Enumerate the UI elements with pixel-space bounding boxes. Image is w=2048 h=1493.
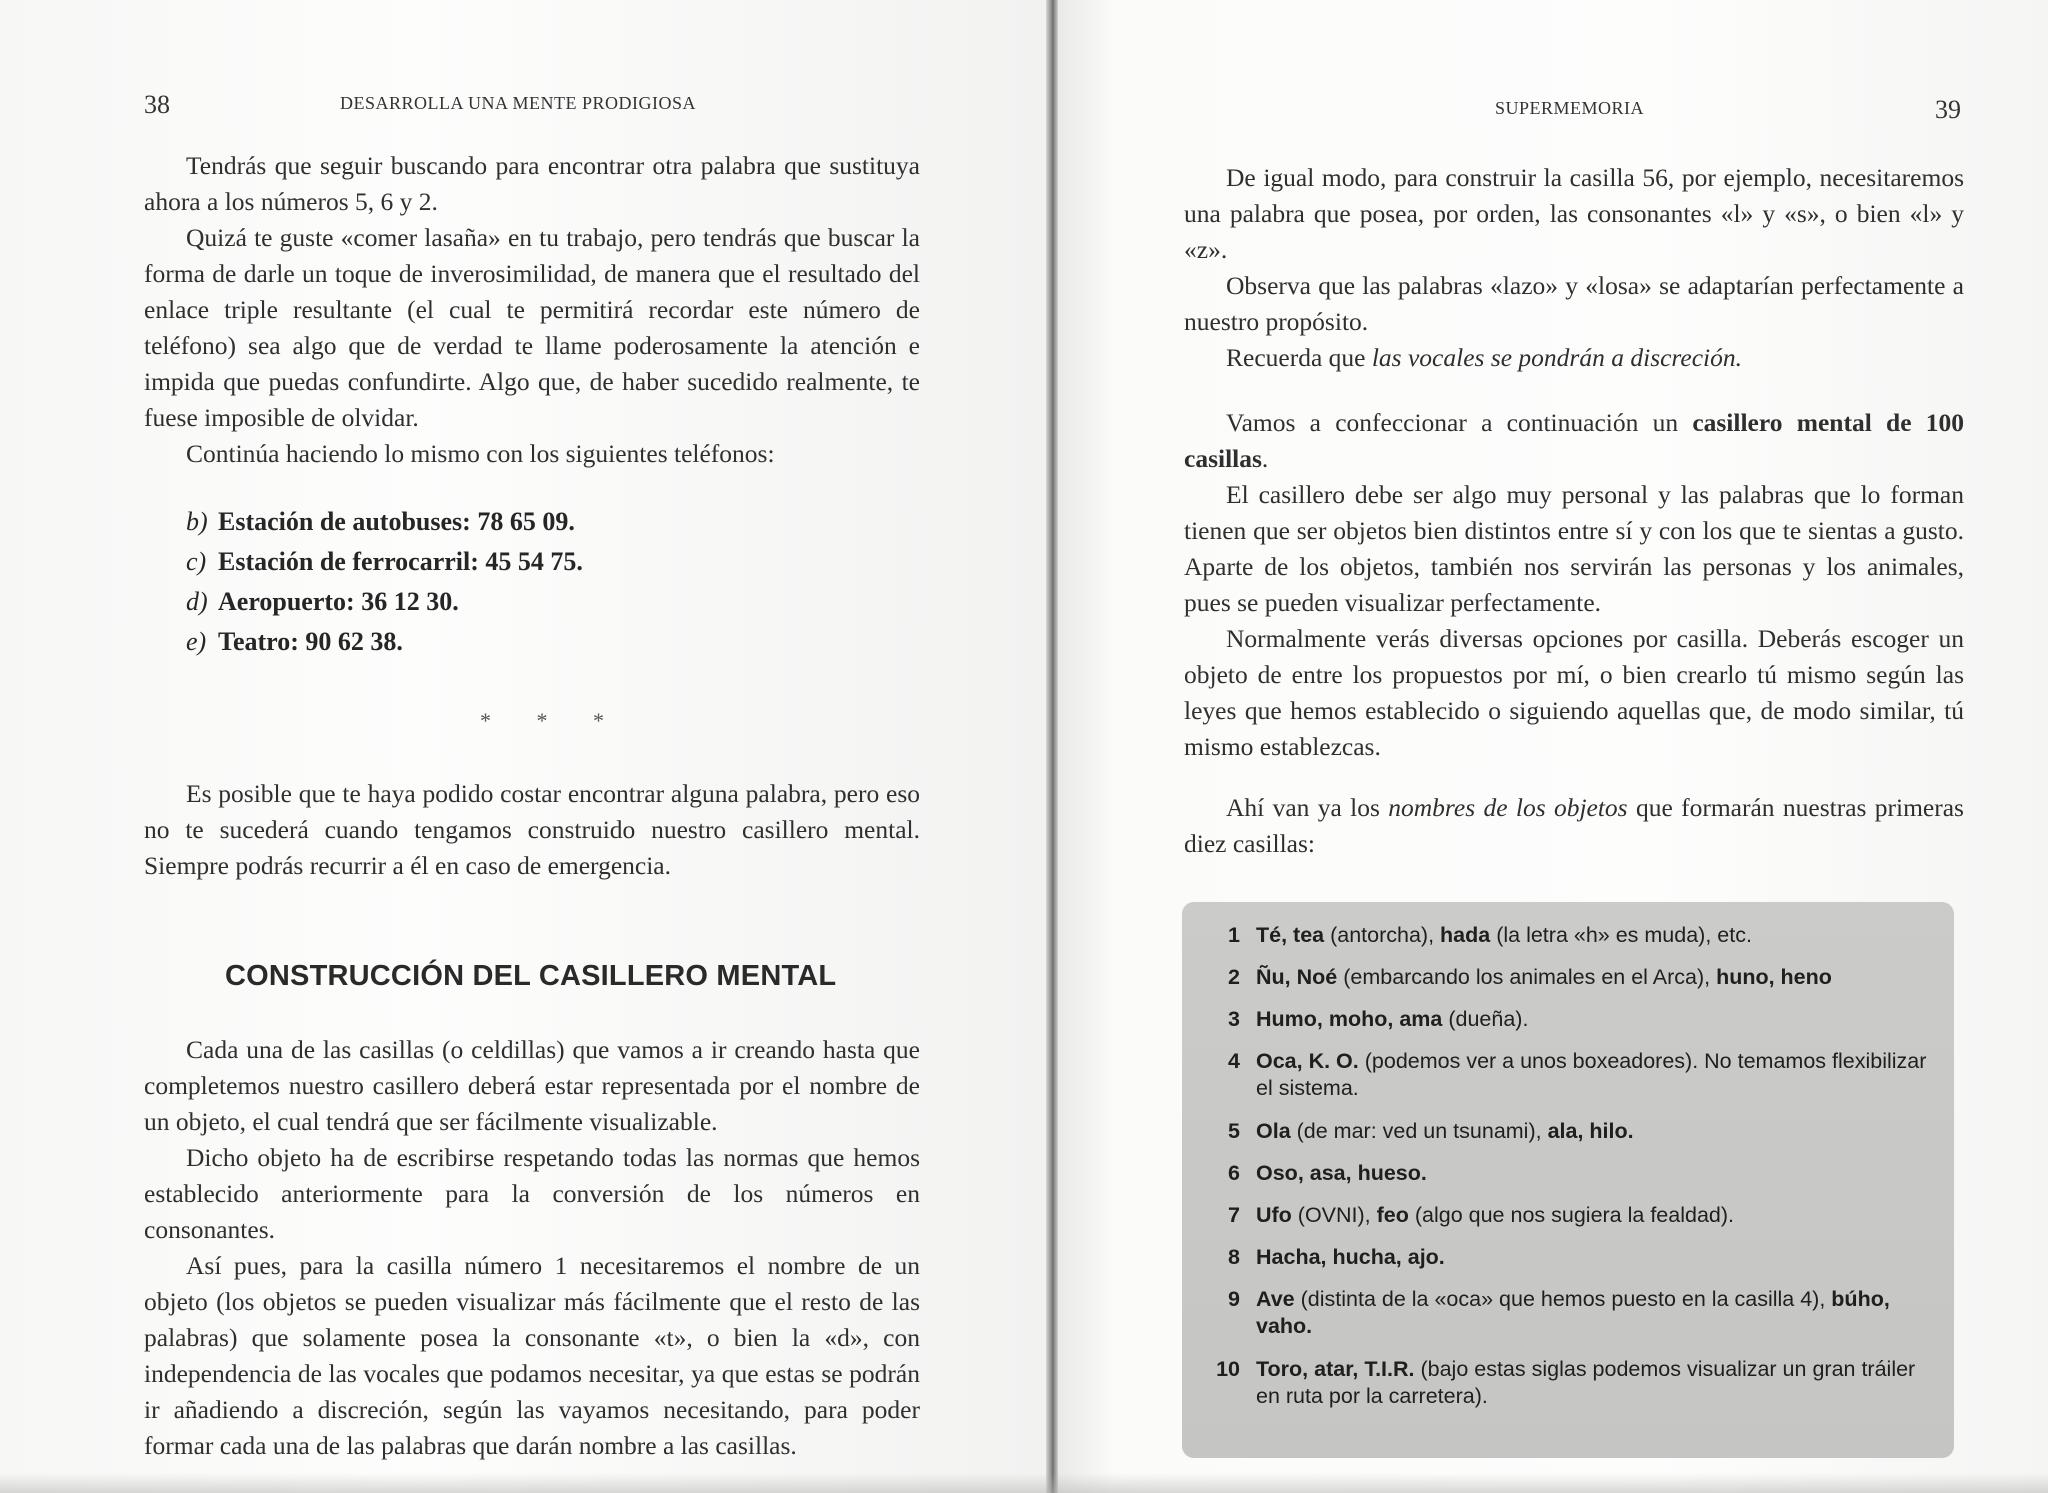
box-item-number: 7	[1228, 1203, 1240, 1227]
paragraph: Vamos a confeccionar a continuación un casillero mental de 100 casillas.	[1184, 408, 1964, 473]
left-text-block-3	[144, 1032, 920, 1464]
right-text-block-3	[1184, 790, 1964, 862]
box-item-number: 10	[1216, 1357, 1240, 1381]
right-running-head: SUPERMEMORIA	[1495, 98, 1645, 118]
paragraph: Ahí van ya los nombres de los objetos que formarán nuestras primeras diez casillas:	[1184, 793, 1964, 858]
box-item-text: Toro, atar, T.I.R. (bajo estas siglas podemos visualizar un gran tráiler en ruta por la carretera).	[1256, 1357, 1916, 1408]
section-heading: CONSTRUCCIÓN DEL CASILLERO MENTAL	[225, 960, 837, 992]
paragraph: El casillero debe ser algo muy personal y las palabras que lo forman tienen que ser objetos bien distintos entre sí y con los que te sientas a gusto. Aparte de los objetos, también nos servirán las personas y los animales, pues se pueden visualizar perfectamente.	[1184, 480, 1964, 617]
paragraph: De igual modo, para construir la casilla 56, por ejemplo, necesitaremos una palabra que posea, por orden, las consonantes «l» y «s», o bien «l» y «z».	[1184, 163, 1964, 264]
book-gutter	[1046, 0, 1058, 1493]
box-item-number: 8	[1228, 1245, 1240, 1269]
paragraph: Quizá te guste «comer lasaña» en tu trabajo, pero tendrás que buscar la forma de darle un toque de inverosimilidad, de manera que el resultado del enlace triple resultante (el cual te permitirá recordar este número de teléfono) sea algo que de verdad te llame poderosamente la atención e impida que puedas confundirte. Algo que, de haber sucedido realmente, te fuese imposible de olvidar.	[144, 223, 920, 432]
paragraph: Continúa haciendo lo mismo con los siguientes teléfonos:	[186, 439, 775, 468]
left-page-number: 38	[144, 90, 170, 119]
box-item-number: 4	[1228, 1049, 1240, 1073]
paragraph: Observa que las palabras «lazo» y «losa» se adaptarían perfectamente a nuestro propósito.	[1184, 271, 1964, 336]
paragraph: Dicho objeto ha de escribirse respetando todas las normas que hemos establecido anteriormente para la conversión de los números en consonantes.	[144, 1143, 920, 1244]
list-item: b) Estación de autobuses: 78 65 09.	[186, 507, 575, 536]
phone-list	[186, 502, 886, 662]
section-separator: * * *	[480, 708, 624, 733]
box-item-text: Ufo (OVNI), feo (algo que nos sugiera la fealdad).	[1256, 1203, 1734, 1227]
box-item-text: Humo, moho, ama (dueña).	[1256, 1007, 1529, 1031]
left-running-head: DESARROLLA UNA MENTE PRODIGIOSA	[340, 93, 697, 113]
box-item-text: Ola (de mar: ved un tsunami), ala, hilo.	[1256, 1119, 1634, 1143]
paragraph: Así pues, para la casilla número 1 necesitaremos el nombre de un objeto (los objetos se pueden visualizar más fácilmente que el resto de las palabras) que solamente posea la consonante «t», o bien la «d», con independencia de las vocales que podamos necesitar, ya que estas se podrán ir añadiendo a discreción, según las vayamos necesitando, para poder formar cada una de las palabras que darán nombre a las casillas.	[144, 1251, 920, 1460]
box-item-number: 1	[1228, 923, 1240, 947]
box-item-text: Oso, asa, hueso.	[1256, 1161, 1427, 1185]
box-item-text: Hacha, hucha, ajo.	[1256, 1245, 1445, 1269]
paragraph: Tendrás que seguir buscando para encontrar otra palabra que sustituya ahora a los números 5, 6 y 2.	[144, 151, 920, 216]
box-item-text: Oca, K. O. (podemos ver a unos boxeadores). No temamos flexibilizar el sistema.	[1256, 1049, 1927, 1100]
box-item-number: 9	[1228, 1287, 1240, 1311]
box-item-text: Ave (distinta de la «oca» que hemos puesto en la casilla 4), búho, vaho.	[1256, 1287, 1890, 1338]
box-item-number: 3	[1228, 1007, 1240, 1031]
box-item-number: 5	[1228, 1119, 1240, 1143]
right-text-block-2	[1184, 405, 1964, 765]
box-item-number: 6	[1228, 1161, 1240, 1185]
box-item-number: 2	[1228, 965, 1240, 989]
paragraph: Recuerda que las vocales se pondrán a discreción.	[1226, 343, 1743, 372]
mental-slots-box	[1182, 902, 1954, 1458]
box-item-text: Té, tea (antorcha), hada (la letra «h» es muda), etc.	[1256, 923, 1752, 947]
left-text-block-2	[144, 776, 920, 884]
page-bottom-shadow	[0, 1473, 2048, 1493]
paragraph: Es posible que te haya podido costar encontrar alguna palabra, pero eso no te sucederá cuando tengamos construido nuestro casillero mental. Siempre podrás recurrir a él en caso de emergencia.	[144, 779, 920, 880]
right-text-block-1	[1184, 160, 1964, 376]
left-text-block-1	[144, 148, 920, 472]
paragraph: Cada una de las casillas (o celdillas) que vamos a ir creando hasta que completemos nuestro casillero deberá estar representada por el nombre de un objeto, el cual tendrá que ser fácilmente visualizable.	[144, 1035, 920, 1136]
list-item: d) Aeropuerto: 36 12 30.	[186, 587, 459, 616]
box-item-text: Ñu, Noé (embarcando los animales en el Arca), huno, heno	[1256, 965, 1832, 989]
list-item: e) Teatro: 90 62 38.	[186, 627, 403, 656]
paragraph: Normalmente verás diversas opciones por casilla. Deberás escoger un objeto de entre los propuestos por mí, o bien crearlo tú mismo según las leyes que hemos establecido o siguiendo aquellas que, de modo similar, tú mismo establezcas.	[1184, 624, 1964, 761]
list-item: c) Estación de ferrocarril: 45 54 75.	[186, 547, 583, 576]
right-page-number: 39	[1935, 95, 1961, 124]
